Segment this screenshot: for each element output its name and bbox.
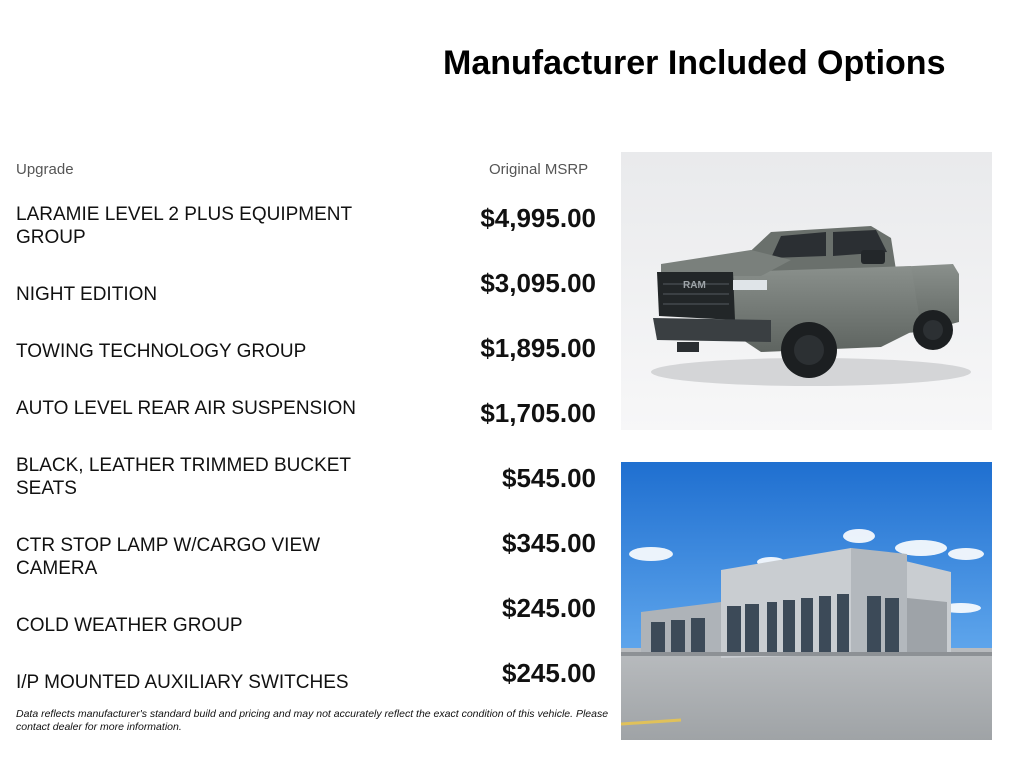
option-price: $1,895.00 [480,333,596,363]
grille-text: RAM [683,280,706,291]
option-price: $345.00 [502,528,596,558]
option-name: CTR STOP LAMP W/CARGO VIEW CAMERA [16,535,321,579]
option-price: $245.00 [502,593,596,623]
option-name: COLD WEATHER GROUP [16,615,243,636]
option-price: $245.00 [502,658,596,688]
option-name: TOWING TECHNOLOGY GROUP [16,341,307,362]
option-name: AUTO LEVEL REAR AIR SUSPENSION [16,398,356,419]
option-name: LARAMIE LEVEL 2 PLUS EQUIPMENT GROUP [16,204,352,248]
option-price: $545.00 [502,463,596,493]
disclaimer-text: Data reflects manufacturer's standard build and pricing and may not accurately reflect the exact condition of this vehicle. Please contact dealer for more information. [16,708,609,733]
upgrade-column-header: Upgrade [16,161,74,178]
option-price: $1,705.00 [480,398,596,428]
option-name: BLACK, LEATHER TRIMMED BUCKET SEATS [16,455,351,499]
dealership-photo [621,462,992,740]
page-title: Manufacturer Included Options [443,44,946,82]
option-price: $4,995.00 [480,203,596,233]
option-name: I/P MOUNTED AUXILIARY SWITCHES [16,672,349,693]
truck-photo [621,152,992,430]
msrp-column-header: Original MSRP [489,161,589,178]
option-price: $3,095.00 [480,268,596,298]
option-name: NIGHT EDITION [16,284,158,305]
